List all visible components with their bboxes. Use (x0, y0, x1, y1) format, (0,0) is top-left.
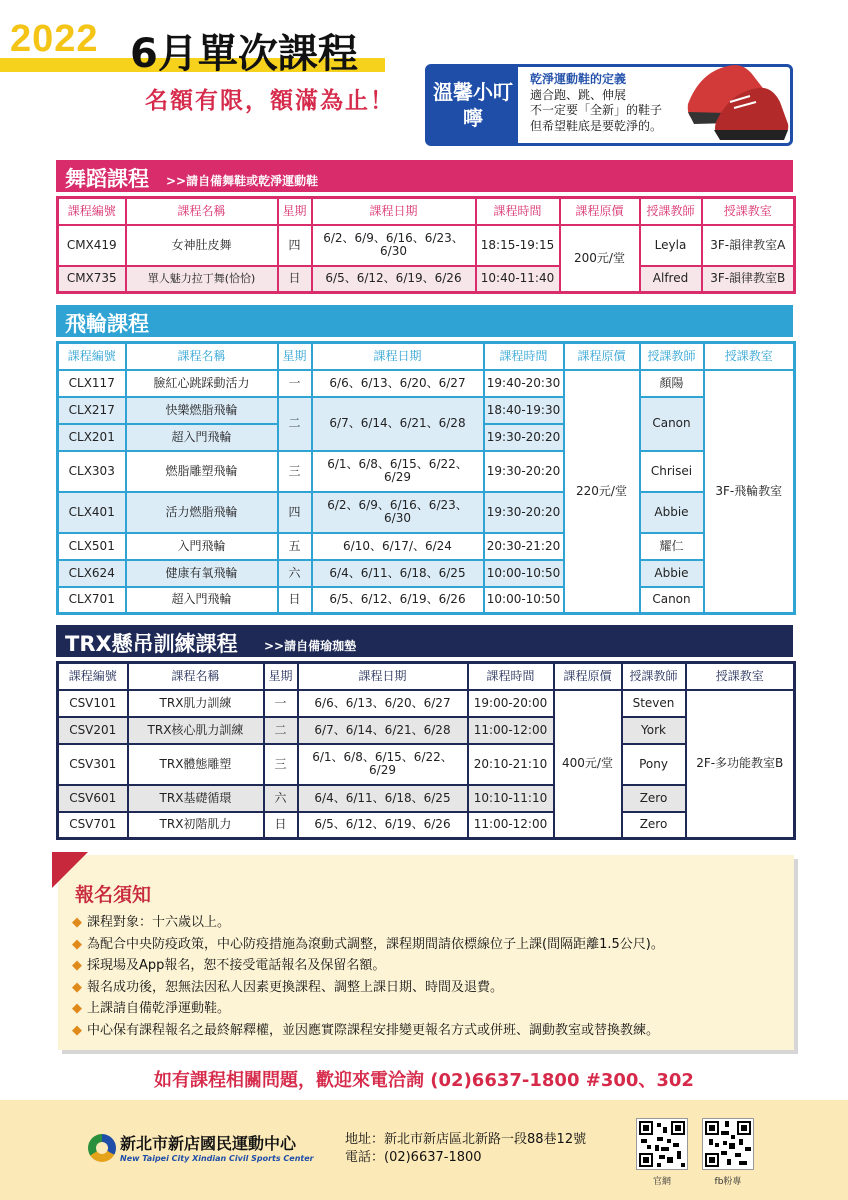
list-item (72, 934, 792, 956)
course-day: 四 (278, 492, 312, 533)
header-cell: 課程原價 (564, 343, 640, 370)
header-cell: 授課教師 (622, 663, 686, 690)
course-name: TRX肌力訓練 (128, 690, 264, 717)
course-day: 一 (264, 690, 298, 717)
website-qr-caption: 官網 (652, 1177, 671, 1187)
course-dates: 6/1、6/8、6/15、6/22、6/29 (298, 744, 468, 785)
trx-course-table (56, 661, 796, 840)
header-cell: 授課教師 (640, 198, 702, 225)
spin-course-table (56, 341, 796, 615)
header-cell: 課程時間 (468, 663, 554, 690)
course-dates: 6/5、6/12、6/19、6/26 (312, 587, 484, 614)
course-code: CLX117 (58, 370, 126, 397)
course-teacher: Zero (622, 785, 686, 812)
course-time: 11:00-12:00 (468, 717, 554, 744)
course-day: 日 (264, 812, 298, 839)
table-header-row (58, 663, 795, 690)
course-day: 三 (264, 744, 298, 785)
table-row (58, 451, 795, 492)
course-dates: 6/1、6/8、6/15、6/22、6/29 (312, 451, 484, 492)
course-day: 一 (278, 370, 312, 397)
header-cell: 授課教室 (686, 663, 795, 690)
facebook-qr-caption: fb粉專 (714, 1177, 742, 1187)
diamond-bullet-icon: ◆ (72, 1001, 82, 1016)
course-time: 11:00-12:00 (468, 812, 554, 839)
header-cell: 課程編號 (58, 343, 126, 370)
course-teacher: Abbie (640, 560, 704, 587)
course-code: CLX217 (58, 397, 126, 424)
course-teacher: Leyla (640, 225, 702, 266)
org-name: 新北市新店國民運動中心 (120, 1134, 297, 1153)
course-dates: 6/5、6/12、6/19、6/26 (312, 266, 476, 293)
address-text: 地址：新北市新店區北新路一段88巷12號 (345, 1132, 587, 1147)
notice-item-text: 採現場及App報名，恕不接受電話報名及保留名額。 (87, 958, 386, 973)
table-row (58, 492, 795, 533)
course-name: TRX初階肌力 (128, 812, 264, 839)
trx-section-title: TRX懸吊訓練課程 (65, 632, 238, 656)
course-name: TRX基礎循環 (128, 785, 264, 812)
course-teacher: 顏陽 (640, 370, 704, 397)
header-cell: 課程時間 (484, 343, 564, 370)
tip-line: 不一定要「全新」的鞋子 (530, 103, 663, 117)
course-teacher: Abbie (640, 492, 704, 533)
course-day: 六 (278, 560, 312, 587)
course-code: CSV601 (58, 785, 128, 812)
course-teacher: Zero (622, 812, 686, 839)
course-name: 女神肚皮舞 (126, 225, 278, 266)
trx-section-bar (56, 625, 793, 657)
table-row (58, 785, 795, 812)
list-item (72, 1020, 792, 1042)
dance-course-table (56, 196, 796, 294)
course-teacher: Alfred (640, 266, 702, 293)
course-time: 20:30-21:20 (484, 533, 564, 560)
notice-item-text: 課程對象：十六歲以上。 (87, 915, 231, 930)
course-teacher: Chrisei (640, 451, 704, 492)
course-time: 19:30-20:20 (484, 451, 564, 492)
course-day: 日 (278, 587, 312, 614)
header-cell: 授課教室 (704, 343, 795, 370)
list-item (72, 998, 792, 1020)
dance-section-bar (56, 160, 793, 192)
table-row (58, 812, 795, 839)
course-name: 超入門飛輪 (126, 587, 278, 614)
course-name: TRX體態雕塑 (128, 744, 264, 785)
course-time: 10:00-10:50 (484, 560, 564, 587)
header-cell: 星期 (278, 343, 312, 370)
course-code: CLX201 (58, 424, 126, 451)
course-name: 單人魅力拉丁舞(恰恰) (126, 266, 278, 293)
course-name: 健康有氧飛輪 (126, 560, 278, 587)
course-teacher: York (622, 717, 686, 744)
header-cell: 授課教室 (702, 198, 795, 225)
diamond-bullet-icon: ◆ (72, 1022, 82, 1038)
tip-line: 乾淨運動鞋的定義 (530, 72, 627, 86)
course-room: 3F-飛輪教室 (704, 370, 795, 614)
table-row (58, 717, 795, 744)
header-cell: 星期 (278, 198, 312, 225)
facebook-qr-code[interactable] (702, 1118, 754, 1170)
spin-section-title: 飛輪課程 (65, 312, 149, 336)
header-cell: 課程名稱 (126, 198, 278, 225)
course-time: 18:40-19:30 (484, 397, 564, 424)
table-header-row (58, 343, 795, 370)
phone-text: 電話：(02)6637-1800 (345, 1150, 482, 1165)
sneaker-image (680, 52, 792, 144)
logo-center (96, 1142, 108, 1154)
tip-line: 但希望鞋底是要乾淨的。 (530, 118, 663, 133)
course-code: CLX501 (58, 533, 126, 560)
list-item (72, 912, 792, 934)
course-dates: 6/6、6/13、6/20、6/27 (298, 690, 468, 717)
table-row (58, 225, 795, 266)
header-cell: 課程名稱 (126, 343, 278, 370)
course-price: 400元/堂 (554, 690, 622, 839)
table-header-row (58, 198, 795, 225)
table-row (58, 560, 795, 587)
header-cell: 課程時間 (476, 198, 560, 225)
course-time: 19:30-20:20 (484, 424, 564, 451)
course-time: 19:00-20:00 (468, 690, 554, 717)
diamond-bullet-icon: ◆ (72, 958, 82, 973)
notice-item-text: 報名成功後，恕無法因私人因素更換課程、調整上課日期、時間及退費。 (87, 979, 504, 995)
header-cell: 課程日期 (312, 198, 476, 225)
course-time: 19:40-20:30 (484, 370, 564, 397)
course-teacher: Pony (622, 744, 686, 785)
tip-label: 溫馨小叮嚀 (428, 67, 518, 143)
tip-line: 適合跑、跳、伸展 (530, 87, 627, 102)
header-cell: 課程日期 (312, 343, 484, 370)
course-day: 三 (278, 451, 312, 492)
course-name: 臉紅心跳踩動活力 (126, 370, 278, 397)
course-code: CMX419 (58, 225, 126, 266)
course-code: CSV301 (58, 744, 128, 785)
course-dates: 6/7、6/14、6/21、6/28 (312, 397, 484, 451)
table-row (58, 266, 795, 293)
course-room: 3F-韻律教室B (702, 266, 795, 293)
course-day: 五 (278, 533, 312, 560)
course-name: 快樂燃脂飛輪 (126, 397, 278, 424)
course-code: CMX735 (58, 266, 126, 293)
table-row (58, 370, 795, 397)
course-code: CSV701 (58, 812, 128, 839)
course-code: CLX701 (58, 587, 126, 614)
course-dates: 6/4、6/11、6/18、6/25 (298, 785, 468, 812)
header-cell: 課程原價 (554, 663, 622, 690)
course-code: CLX401 (58, 492, 126, 533)
course-name: 活力燃脂飛輪 (126, 492, 278, 533)
table-row (58, 744, 795, 785)
course-day: 二 (278, 397, 312, 451)
course-room: 2F-多功能教室B (686, 690, 795, 839)
diamond-bullet-icon: ◆ (72, 979, 82, 995)
notice-item-text: 為配合中央防疫政策，中心防疫措施為滾動式調整，課程期間請依標線位子上課(間隔距離1.5公尺)。 (87, 936, 664, 952)
org-name-english: New Taipei City Xindian Civil Sports Center (120, 1154, 314, 1163)
header-cell: 授課教師 (640, 343, 704, 370)
course-code: CLX624 (58, 560, 126, 587)
course-dates: 6/5、6/12、6/19、6/26 (298, 812, 468, 839)
course-day: 二 (264, 717, 298, 744)
header-cell: 課程編號 (58, 198, 126, 225)
website-qr-code[interactable] (636, 1118, 688, 1170)
spin-section-bar (56, 305, 793, 337)
table-row (58, 397, 795, 424)
course-name: 超入門飛輪 (126, 424, 278, 451)
inquiry-text: 如有課程相關問題，歡迎來電洽詢 (02)6637-1800 #300、302 (154, 1070, 694, 1091)
notice-item-text: 上課請自備乾淨運動鞋。 (87, 1001, 231, 1016)
course-time: 20:10-21:10 (468, 744, 554, 785)
page-title: 6月單次課程 (130, 31, 358, 77)
table-row (58, 587, 795, 614)
course-code: CSV201 (58, 717, 128, 744)
header-cell: 課程編號 (58, 663, 128, 690)
list-item (72, 955, 792, 977)
header-cell: 課程日期 (298, 663, 468, 690)
dance-section-note: >>請自備舞鞋或乾淨運動鞋 (166, 174, 319, 188)
course-room: 3F-韻律教室A (702, 225, 795, 266)
notice-list (72, 912, 792, 1041)
table-row (58, 533, 795, 560)
course-name: 燃脂雕塑飛輪 (126, 451, 278, 492)
course-price: 220元/堂 (564, 370, 640, 614)
course-time: 10:00-10:50 (484, 587, 564, 614)
course-price: 200元/堂 (560, 225, 640, 293)
notice-title: 報名須知 (75, 884, 152, 906)
contact-info (345, 1131, 586, 1167)
course-time: 19:30-20:20 (484, 492, 564, 533)
course-name: TRX核心肌力訓練 (128, 717, 264, 744)
tip-text (530, 72, 662, 134)
page-subtitle: 名額有限，額滿為止！ (145, 88, 395, 114)
header-cell: 課程原價 (560, 198, 640, 225)
list-item (72, 977, 792, 999)
course-time: 10:10-11:10 (468, 785, 554, 812)
course-code: CLX303 (58, 451, 126, 492)
course-dates: 6/4、6/11、6/18、6/25 (312, 560, 484, 587)
course-name: 入門飛輪 (126, 533, 278, 560)
course-day: 六 (264, 785, 298, 812)
course-dates: 6/6、6/13、6/20、6/27 (312, 370, 484, 397)
course-time: 18:15-19:15 (476, 225, 560, 266)
course-day: 四 (278, 225, 312, 266)
dance-section-title: 舞蹈課程 (65, 167, 149, 191)
course-teacher: Canon (640, 587, 704, 614)
trx-section-note: >>請自備瑜珈墊 (264, 639, 357, 653)
course-teacher: Canon (640, 397, 704, 451)
diamond-bullet-icon: ◆ (72, 915, 82, 930)
year-label: 2022 (10, 18, 99, 60)
course-dates: 6/7、6/14、6/21、6/28 (298, 717, 468, 744)
header-cell: 星期 (264, 663, 298, 690)
course-dates: 6/10、6/17/、6/24 (312, 533, 484, 560)
diamond-bullet-icon: ◆ (72, 936, 82, 952)
course-dates: 6/2、6/9、6/16、6/23、6/30 (312, 492, 484, 533)
course-teacher: Steven (622, 690, 686, 717)
course-day: 日 (278, 266, 312, 293)
header-cell: 課程名稱 (128, 663, 264, 690)
course-code: CSV101 (58, 690, 128, 717)
course-teacher: 耀仁 (640, 533, 704, 560)
course-dates: 6/2、6/9、6/16、6/23、6/30 (312, 225, 476, 266)
notice-item-text: 中心保有課程報名之最終解釋權，並因應實際課程安排變更報名方式或併班、調動教室或替換教練。 (87, 1022, 660, 1038)
table-row (58, 690, 795, 717)
course-time: 10:40-11:40 (476, 266, 560, 293)
